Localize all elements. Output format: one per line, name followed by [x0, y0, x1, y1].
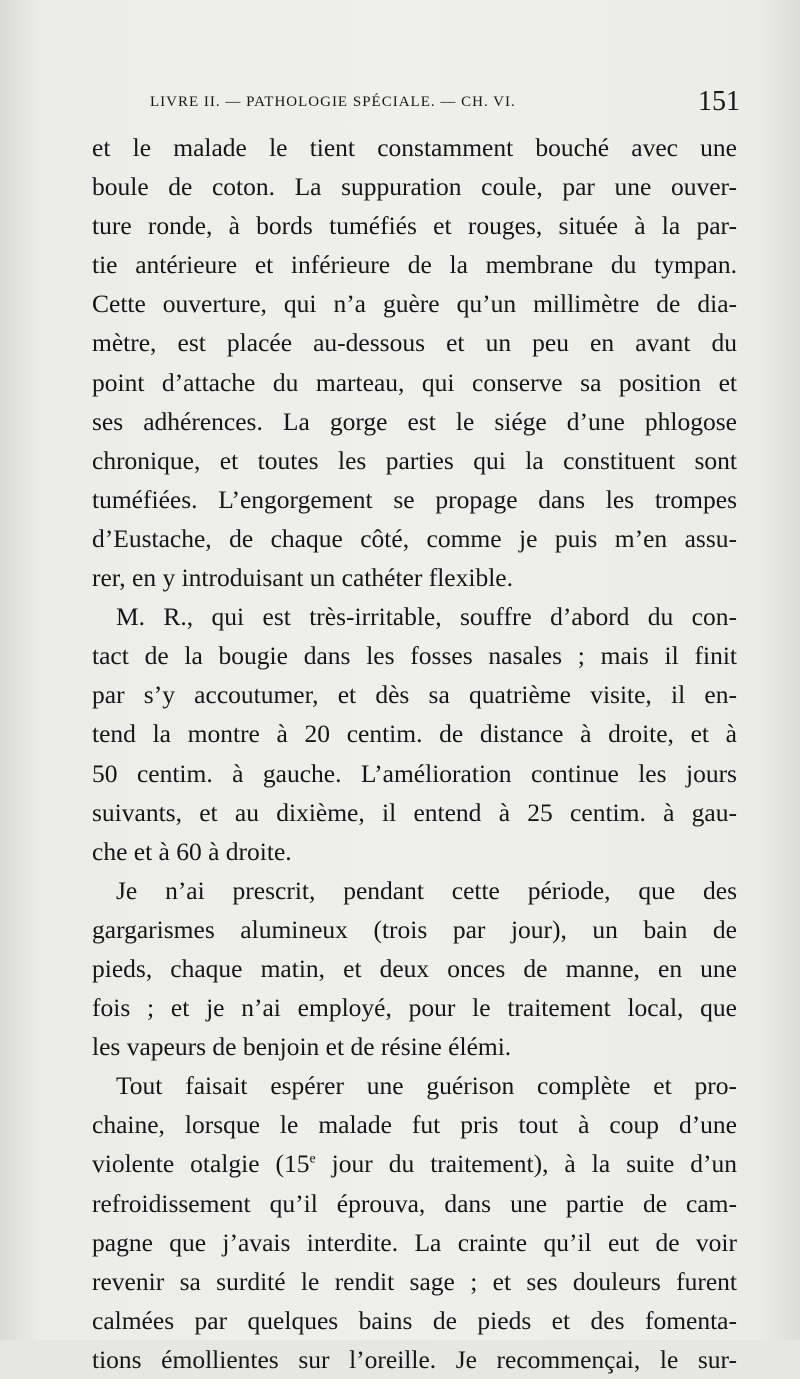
text-line: tuméfiées. L’engorgement se propage dans les trompes — [92, 484, 737, 514]
text-line: chaine, lorsque le malade fut pris tout à coup d’une — [92, 1110, 737, 1140]
text-line: boule de coton. La suppuration coule, par une ouver- — [92, 172, 737, 202]
text-line: refroidissement qu’il éprouva, dans une partie de cam- — [92, 1188, 737, 1218]
text-line: M. R., qui est très-irritable, souffre d’abord du con- — [116, 602, 737, 632]
text-line: les vapeurs de benjoin et de résine élémi. — [92, 1032, 512, 1062]
text-line: tie antérieure et inférieure de la membrane du tympan. — [92, 250, 737, 280]
text-line: Je n’ai prescrit, pendant cette période, que des — [116, 875, 737, 905]
text-line: tact de la bougie dans les fosses nasales ; mais il finit — [92, 641, 737, 671]
superscript: e — [309, 1151, 316, 1167]
text-line: et le malade le tient constamment bouché avec une — [92, 133, 737, 162]
text-line: ture ronde, à bords tuméfiés et rouges, située à la par- — [92, 211, 737, 241]
text-line: fois ; et je n’ai employé, pour le traitement local, que — [92, 993, 737, 1023]
text-line: rer, en y introduisant un cathéter flexible. — [92, 563, 513, 593]
text-line: point d’attache du marteau, qui conserve sa position et — [92, 367, 737, 397]
text-line: calmées par quelques bains de pieds et des fomenta- — [92, 1305, 737, 1335]
text-line: par s’y accoutumer, et dès sa quatrième visite, il en- — [92, 680, 737, 710]
page-number: 151 — [698, 86, 740, 117]
text-line: d’Eustache, de chaque côté, comme je puis m’en assu- — [92, 523, 737, 553]
text-segment: violente otalgie (15 — [92, 1149, 310, 1179]
text-line: tend la montre à 20 centim. de distance à droite, et à — [92, 719, 737, 749]
text-line: chronique, et toutes les parties qui la constituent sont — [92, 445, 737, 475]
text-line — [92, 1144, 737, 1183]
text-line: 50 centim. à gauche. L’amélioration continue les jours — [92, 758, 737, 788]
running-title: LIVRE II. — PATHOLOGIE SPÉCIALE. — CH. VI. — [150, 94, 516, 110]
text-line: suivants, et au dixième, il entend à 25 centim. à gau- — [92, 797, 737, 827]
text-line: che et à 60 à droite. — [92, 836, 292, 866]
body-text — [92, 128, 737, 1379]
text-line: Tout faisait espérer une guérison complète et pro- — [116, 1071, 737, 1101]
text-line: pagne que j’avais interdite. La crainte qu’il eut de voir — [92, 1227, 737, 1257]
text-segment: jour du traitement), à la suite d’un — [315, 1149, 737, 1179]
text-line: revenir sa surdité le rendit sage ; et ses douleurs furent — [92, 1266, 737, 1296]
text-line: mètre, est placée au-dessous et un peu en avant du — [92, 328, 737, 358]
text-line: ses adhérences. La gorge est le siége d’une phlogose — [92, 406, 737, 436]
text-line: pieds, chaque matin, et deux onces de manne, en une — [92, 953, 737, 983]
running-head — [150, 86, 740, 120]
text-line: gargarismes alumineux (trois par jour), un bain de — [92, 914, 737, 944]
text-line: Cette ouverture, qui n’a guère qu’un millimètre de dia- — [92, 289, 737, 319]
text-line: tions émollientes sur l’oreille. Je recommençai, le sur- — [92, 1344, 737, 1374]
